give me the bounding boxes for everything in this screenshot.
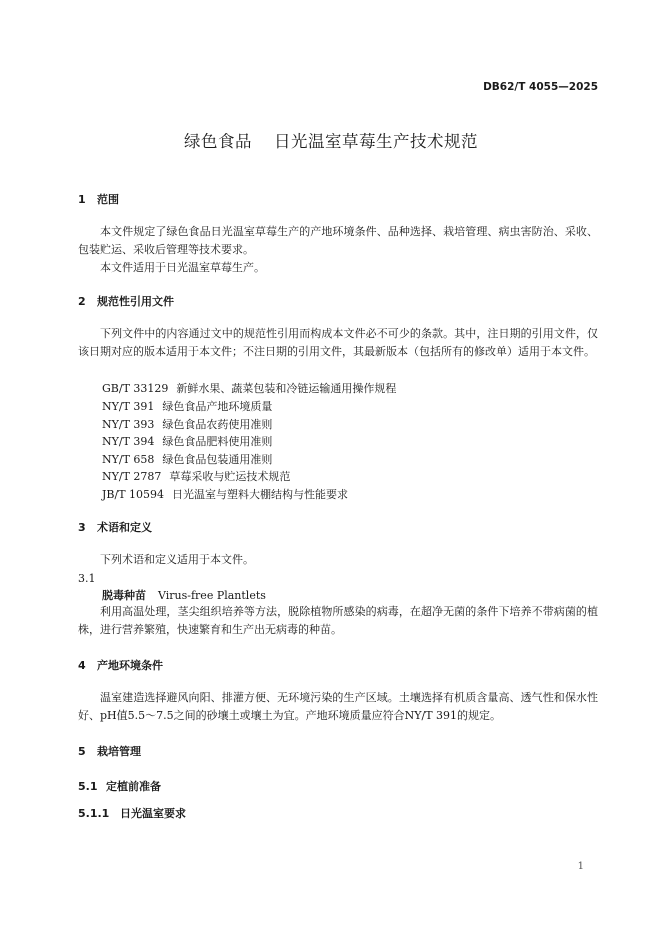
reference-title: 绿色食品包装通用准则 (162, 453, 273, 466)
section-number: 4 (78, 659, 86, 672)
reference-code: JB/T 10594 (102, 488, 165, 501)
subsection-5-1-heading (78, 778, 161, 794)
reference-title: 绿色食品产地环境质量 (162, 400, 273, 413)
term-number: 3.1 (78, 572, 96, 585)
section-5-heading (78, 743, 141, 759)
section-2-paragraph-1: 下列文件中的内容通过文中的规范性引用而构成本文件必不可少的条款。其中，注日期的引用文件，仅该日期对应的版本适用于本文件；不注日期的引用文件，其最新版本（包括所有的修改单）适用于本文件。 (78, 327, 598, 358)
reference-title: 日光温室与塑料大棚结构与性能要求 (172, 488, 349, 501)
section-4-paragraph-1: 温室建造选择避风向阳、排灌方便、无环境污染的生产区域。土壤选择有机质含量高、透气性和保水性好、pH值5.5～7.5之间的砂壤土或壤土为宜。产地环境质量应符合NY/T 391的规定。 (78, 691, 598, 722)
reference-code: NY/T 391 (102, 400, 155, 413)
reference-code: NY/T 2787 (102, 470, 162, 483)
reference-item (102, 486, 348, 502)
section-number: 1 (78, 193, 86, 206)
title-part-2: 日光温室草莓生产技术规范 (274, 132, 478, 151)
term-chinese: 脱毒种苗 (102, 589, 146, 602)
subsection-number: 5.1.1 (78, 807, 110, 820)
section-1-paragraph-1: 本文件规定了绿色食品日光温室草莓生产的产地环境条件、品种选择、栽培管理、病虫害防治、采收、包装贮运、采收后管理等技术要求。 (78, 225, 598, 256)
section-title: 范围 (97, 193, 119, 206)
section-4-heading (78, 657, 163, 673)
page-number: 1 (577, 861, 584, 872)
reference-code: GB/T 33129 (102, 382, 169, 395)
document-title (0, 128, 662, 152)
section-number: 3 (78, 521, 86, 534)
reference-item (102, 398, 272, 414)
section-title: 术语和定义 (97, 521, 152, 534)
reference-title: 草莓采收与贮运技术规范 (169, 470, 291, 483)
document-number: DB62/T 4055—2025 (483, 81, 598, 93)
reference-title: 绿色食品农药使用准则 (162, 418, 273, 431)
reference-title: 绿色食品肥料使用准则 (162, 435, 273, 448)
reference-code: NY/T 658 (102, 453, 155, 466)
section-number: 2 (78, 295, 86, 308)
reference-item (102, 468, 290, 484)
reference-title: 新鲜水果、蔬菜包装和冷链运输通用操作规程 (176, 382, 397, 395)
subsection-number: 5.1 (78, 780, 98, 793)
subsection-5-1-1-heading (78, 805, 186, 821)
section-3-heading (78, 519, 152, 535)
term-entry (102, 587, 266, 603)
title-part-1: 绿色食品 (184, 132, 252, 151)
reference-item (102, 433, 272, 449)
section-3-paragraph-1: 下列术语和定义适用于本文件。 (100, 553, 254, 566)
section-1-heading (78, 191, 119, 207)
subsection-title: 定植前准备 (106, 780, 161, 793)
subsection-title: 日光温室要求 (120, 807, 186, 820)
section-1-paragraph-2: 本文件适用于日光温室草莓生产。 (100, 261, 265, 274)
section-2-heading (78, 293, 174, 309)
reference-item (102, 380, 396, 396)
section-title: 规范性引用文件 (97, 295, 174, 308)
term-english: Virus-free Plantlets (158, 589, 266, 602)
reference-item (102, 416, 272, 432)
reference-item (102, 451, 272, 467)
section-title: 栽培管理 (97, 745, 141, 758)
reference-code: NY/T 393 (102, 418, 155, 431)
section-title: 产地环境条件 (97, 659, 163, 672)
term-definition: 利用高温处理，茎尖组织培养等方法，脱除植物所感染的病毒，在超净无菌的条件下培养不带病菌的植株，进行营养繁殖，快速繁育和生产出无病毒的种苗。 (78, 605, 598, 636)
reference-code: NY/T 394 (102, 435, 155, 448)
section-number: 5 (78, 745, 86, 758)
